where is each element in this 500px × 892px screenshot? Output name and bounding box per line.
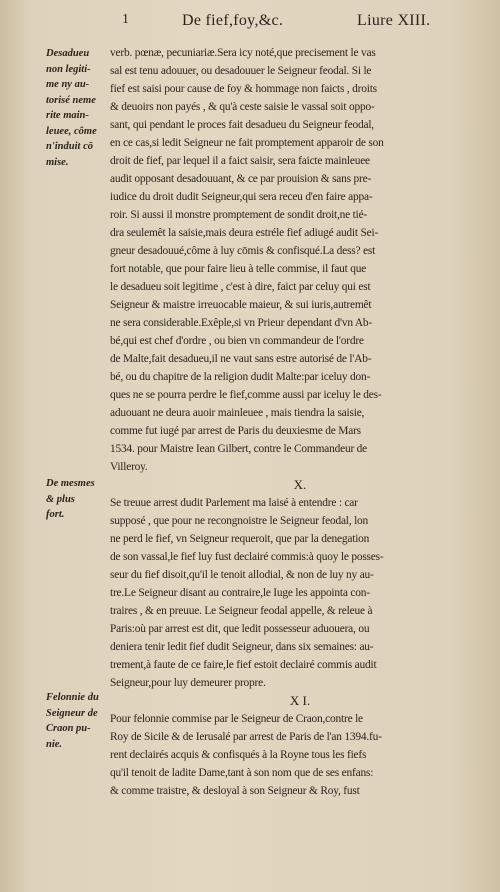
body-text — [110, 44, 490, 800]
text-line: gneur desadouué,côme à luy cōmis & confisqué.La dess? est — [110, 245, 376, 257]
margin-note-line: rite main- — [46, 110, 89, 121]
margin-note-line: torisé neme — [46, 94, 96, 106]
text-line: supposé , que pour ne recongnoistre le Seigneur feodal, lon — [110, 515, 369, 527]
text-line: trement,à faute de ce faire,le fief estoit declairé commis audit — [110, 659, 377, 671]
text-line: droit de fief, par lequel il a faict saisir, sera faicte mainleuee — [110, 155, 370, 167]
margin-note-line: n'induit cō — [46, 141, 93, 152]
text-line: Villeroy. — [110, 461, 148, 473]
text-line: deniera tenir ledit fief dudit Seigneur, dans six semaines: au- — [110, 641, 374, 653]
margin-note-line: me ny au- — [46, 79, 90, 90]
margin-note-line: Felonnie du — [46, 692, 99, 703]
margin-note-line: & plus — [46, 493, 75, 505]
text-line: Seigneur,pour luy demeurer propre. — [110, 677, 266, 689]
text-line: fief est saisi pour cause de foy & hommage non faicts , droits — [110, 83, 377, 95]
margin-note-line: Craon pu- — [46, 723, 91, 734]
text-line: aduouant ne deura auoir mainleuee , mais tiendra la saisie, — [110, 407, 365, 419]
text-line: ne perd le fief, vn Seigneur requeroit, que par la denegation — [110, 533, 370, 545]
text-line: de son vassal,le fief luy fust declairé commis:à quoy le posses- — [110, 551, 384, 563]
margin-note-line: Seigneur de — [46, 707, 98, 719]
text-line: dra seulemêt la saisie,mais deura estréle fief adiugé audit Sei- — [110, 227, 379, 239]
page-number: 1 — [122, 12, 130, 27]
text-line: seur du fief disoit,qu'il le tenoit allodial, & non de luy ny au- — [110, 569, 374, 581]
text-line: & comme traistre, & desloyal à son Seigneur & Roy, fust — [110, 785, 360, 797]
text-line: sant, qui pendant le proces fait desadueu du Seigneur feodal, — [110, 119, 374, 131]
text-line: rent declairés acquis & confisqués à la Royne tous les fiefs — [110, 749, 367, 761]
margin-note-line: fort. — [46, 509, 65, 520]
text-line: de Malte,fait desadueu,il ne vaut sans estre autorisé de l'Ab- — [110, 353, 372, 365]
section-heading: X I. — [289, 693, 311, 708]
text-line: verb. pœnæ, pecuniariæ.Sera icy noté,que precisement le vas — [110, 47, 376, 59]
margin-note-line: Desadueu — [46, 48, 90, 59]
margin-note — [46, 46, 108, 170]
text-line: bé, ou du chapitre de la religion dudit Malte:par iceluy don- — [110, 371, 371, 383]
text-line: ne sera considerable.Exêple,si vn Prieur dependant d'vn Ab- — [110, 317, 372, 329]
text-line: Paris:où par arrest est dit, que ledit possesseur aduouera, ou — [110, 623, 370, 635]
text-line: iudice du droit dudit Seigneur,qui sera receu d'en faire appa- — [110, 191, 373, 203]
text-line: sal est tenu adouuer, ou desadouuer le Seigneur feodal. Si le — [110, 65, 372, 77]
text-line: traires , & en preuue. Le Seigneur feodal appelle, & releue à — [110, 605, 373, 617]
margin-note-line: non legiti- — [46, 63, 91, 75]
text-line: tre.Le Seigneur disant au contraire,le Iuge les appointa con- — [110, 587, 370, 599]
section-1 — [110, 44, 490, 476]
text-line: en ce cas,si ledit Seigneur ne fait promptement apparoir de son — [110, 137, 384, 149]
section-3 — [110, 692, 490, 800]
margin-note-line: nie. — [46, 738, 63, 750]
margin-note-line: leuee, côme — [46, 125, 97, 137]
section-heading: X. — [293, 477, 307, 492]
text-line: audit opposant desadouuant, & ce par prouision & sans pre- — [110, 173, 372, 185]
margin-note-line: De mesmes — [46, 478, 95, 489]
text-line: Seigneur & maistre irreuocable maieur, & sui iuris,autremêt — [110, 299, 372, 311]
text-line: ques ne se pourra perdre le fief,comme aussi par iceluy le des- — [110, 389, 382, 401]
margin-note — [46, 690, 108, 752]
text-line: fort notable, que pour faire lieu à telle commise, il faut que — [110, 263, 367, 275]
text-line: comme fut iugé par arrest de Paris du deuxiesme de Mars — [110, 425, 361, 437]
text-line: roir. Si aussi il monstre promptement de sondit droit,ne tié- — [110, 209, 368, 221]
section-2 — [110, 476, 490, 692]
text-line: Pour felonnie commise par le Seigneur de Craon,contre le — [110, 713, 363, 725]
book-number: Liure XIII. — [357, 12, 431, 29]
text-line: 1534. pour Maistre Iean Gilbert, contre le Commandeur de — [110, 443, 368, 455]
text-line: & deuoirs non payés , & qu'à ceste saisie le vassal soit oppo- — [110, 101, 375, 113]
text-line: Roy de Sicile & de Ierusalé par arrest de Paris de l'an 1394.fu- — [110, 731, 382, 743]
running-title: De fief,foy,&c. — [182, 12, 284, 29]
margin-note-line: mise. — [46, 156, 69, 168]
text-line: le desadueu soit legitime , c'est à dire, faict par celuy qui est — [110, 281, 371, 293]
text-line: qu'il tenoit de ladite Dame,tant à son nom que de ses enfans: — [110, 767, 374, 779]
margin-note — [46, 476, 108, 523]
text-line: Se treuue arrest dudit Parlement ma laisé à entendre : car — [110, 497, 358, 509]
text-line: bé,qui est chef d'ordre , ou bien vn commandeur de l'ordre — [110, 335, 364, 347]
